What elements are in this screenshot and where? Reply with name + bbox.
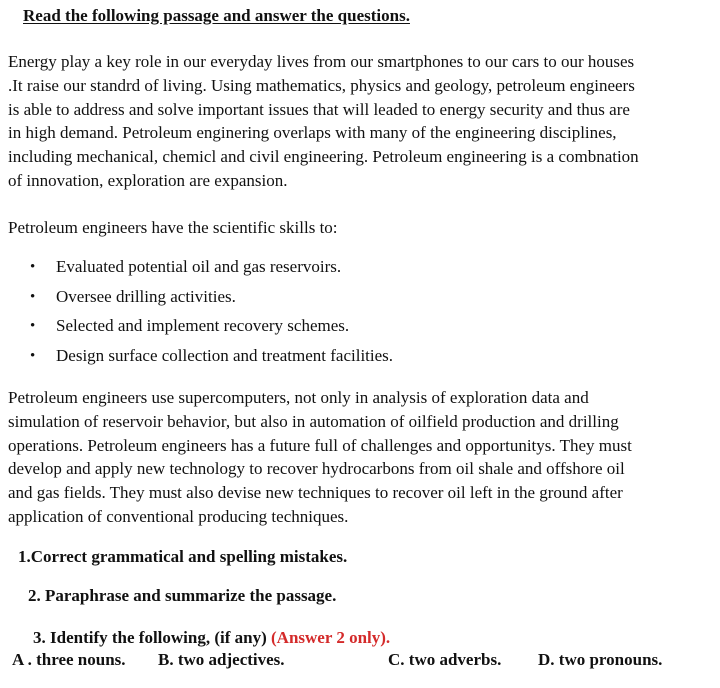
passage-heading: Read the following passage and answer the questions. — [23, 6, 410, 25]
passage-paragraph-1 — [8, 50, 714, 193]
paragraph-line: Energy play a key role in our everyday lives from our smartphones to our cars to our houses — [8, 52, 635, 71]
option-d: D. two pronouns. — [538, 650, 663, 669]
skill-text: Selected and implement recovery schemes. — [56, 316, 350, 336]
question-1: 1.Correct grammatical and spelling mistakes. — [18, 547, 348, 566]
paragraph-line: operations. Petroleum engineers has a future full of challenges and opportunitys. They must — [8, 435, 632, 455]
bullet-icon: • — [30, 259, 36, 275]
option-b: B. two adjectives. — [158, 650, 285, 669]
bullet-icon: • — [30, 318, 36, 335]
paragraph-line: and gas fields. They must also devise new techniques to recover oil left in the ground after — [8, 483, 623, 503]
skill-text: Oversee drilling activities. — [56, 286, 236, 306]
skill-text: Evaluated potential oil and gas reservoirs. — [56, 257, 342, 276]
skills-intro: Petroleum engineers have the scientific skills to: — [8, 218, 338, 237]
skill-text: Design surface collection and treatment facilities. — [56, 346, 394, 366]
list-item — [30, 255, 393, 285]
paragraph-line: of innovation, exploration are expansion. — [8, 170, 288, 190]
question-2: 2. Paraphrase and summarize the passage. — [28, 586, 337, 605]
question-3-text: 3. Identify the following, (if any) — [33, 628, 267, 647]
paragraph-line: is able to address and solve important issues that will leaded to energy security and thus are — [8, 99, 630, 119]
question-3 — [33, 628, 390, 648]
paragraph-line: in high demand. Petroleum enginering overlaps with many of the engineering disciplines, — [8, 123, 617, 143]
skills-list — [30, 255, 393, 374]
list-item — [30, 314, 393, 344]
bullet-icon: • — [30, 288, 36, 305]
option-a: A . three nouns. — [12, 650, 126, 669]
list-item — [30, 344, 393, 374]
paragraph-line: simulation of reservoir behavior, but also in automation of oilfield production and drilling — [8, 411, 619, 431]
answer-note: (Answer 2 only). — [271, 628, 391, 647]
list-item — [30, 285, 393, 315]
paragraph-line: Petroleum engineers use supercomputers, not only in analysis of exploration data and — [8, 388, 589, 407]
bullet-icon: • — [30, 348, 36, 365]
paragraph-line: including mechanical, chemicl and civil engineering. Petroleum engineering is a combnation — [8, 147, 639, 167]
passage-paragraph-2 — [8, 386, 714, 529]
paragraph-line: application of conventional producing techniques. — [8, 506, 349, 526]
option-c: C. two adverbs. — [388, 650, 502, 669]
paragraph-line: develop and apply new technology to recover hydrocarbons from oil shale and offshore oil — [8, 459, 625, 479]
paragraph-line: .It raise our standrd of living. Using mathematics, physics and geology, petroleum engineers — [8, 75, 635, 95]
